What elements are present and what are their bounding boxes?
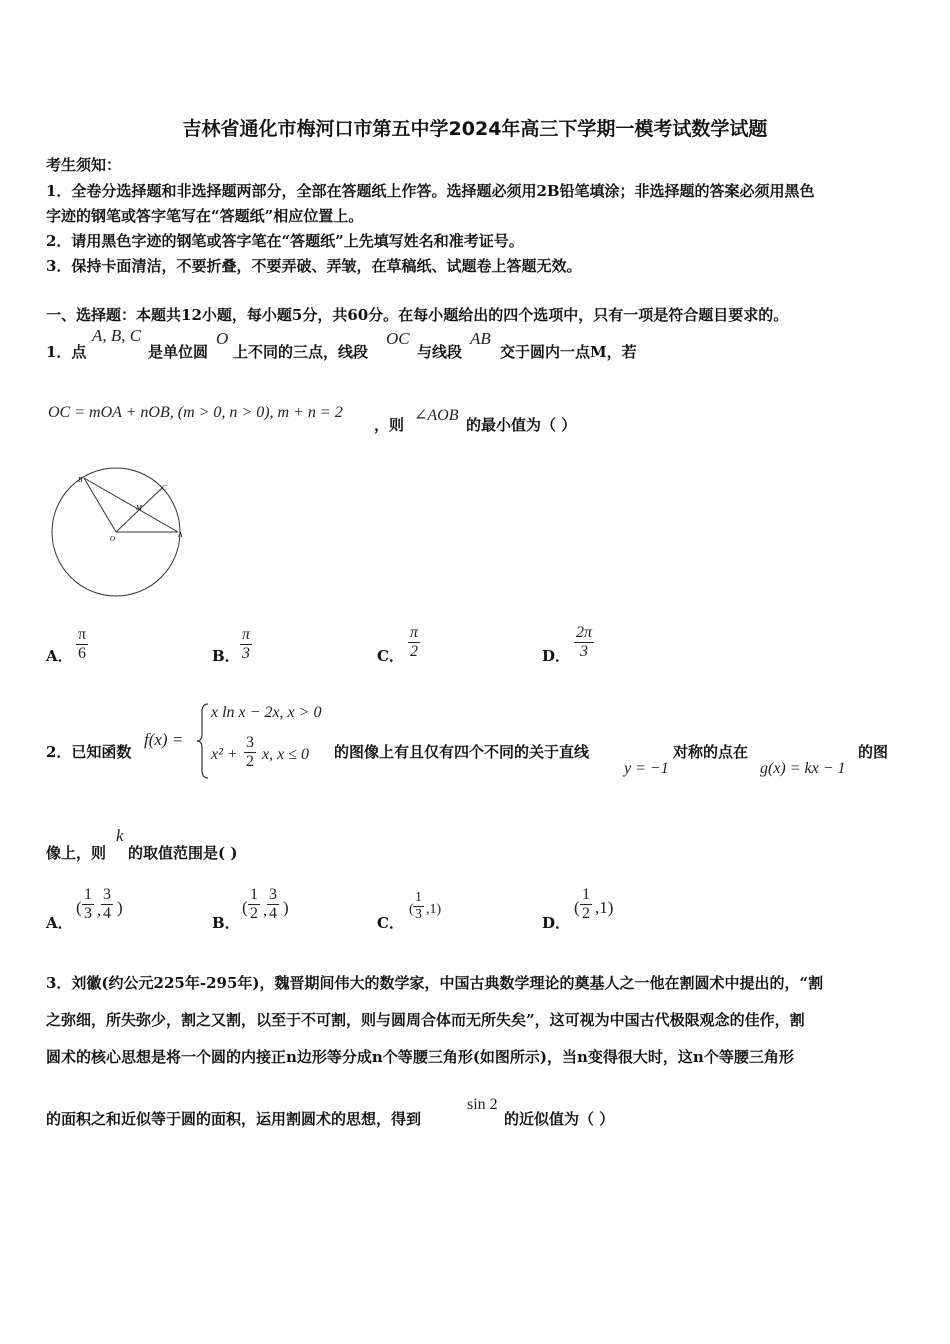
frac-den: 4 — [269, 905, 277, 922]
q2-paren: ( — [242, 898, 248, 917]
frac-den: 2 — [250, 905, 258, 922]
frac-num: 2π — [576, 624, 593, 641]
q2-brace — [196, 702, 210, 780]
q2-option-a-frac1 — [82, 886, 94, 923]
label-c: C — [162, 484, 167, 492]
q2-option-b-frac1 — [248, 886, 260, 923]
notice-item: 3．保持卡面清洁，不要折叠，不要弄破、弄皱，在草稿纸、试题卷上答题无效。 — [46, 257, 582, 275]
q3-sin2: sin 2 — [467, 1096, 498, 1113]
q2-text: 的图像上有且仅有四个不同的关于直线 — [334, 743, 590, 761]
q3-line: 的面积之和近似等于圆的面积，运用割圆术的思想，得到 — [46, 1110, 422, 1128]
q2-option-c-tail: ,1) — [426, 902, 442, 917]
q2-paren: ) — [283, 898, 289, 917]
frac-num: 3 — [246, 734, 254, 751]
q2-option-b-frac2 — [267, 886, 279, 923]
frac-num: π — [242, 626, 251, 643]
q2-paren: ) — [117, 898, 123, 917]
notice-item: 字迹的钢笔或答字笔写在“答题纸”相应位置上。 — [46, 207, 364, 225]
label-o: O — [110, 535, 116, 543]
q2-paren: ( — [76, 898, 82, 917]
q1-text: ，则 — [374, 416, 405, 434]
frac-num: π — [78, 626, 87, 643]
frac-num: 3 — [103, 886, 111, 903]
q2-comma: , — [97, 902, 101, 919]
q2-text: 像上，则 — [46, 844, 107, 862]
notice-item: 1．全卷分选择题和非选择题两部分，全部在答题纸上作答。选择题必须用2B铅笔填涂；非选择题的答案必须用黑色 — [46, 182, 815, 200]
q1-option-c-letter: C． — [377, 647, 404, 665]
q2-text: 的图 — [858, 743, 889, 761]
q2-option-c-frac — [413, 890, 424, 923]
q1-text: 交于圆内一点M，若 — [500, 343, 637, 361]
notice-item: 2．请用黑色字迹的钢笔或答字笔在“答题纸”上先填写姓名和准考证号。 — [46, 232, 524, 250]
q3-line: 3．刘徽(约公元225年-295年)，魏晋期间伟大的数学家，中国古典数学理论的奠基人之一他在割圆术中提出的，“割 — [46, 974, 824, 992]
q1-text: 与线段 — [417, 343, 463, 361]
q1-circle-figure — [44, 462, 214, 612]
q1-text: 的最小值为（ ） — [466, 416, 577, 434]
label-b: B — [78, 476, 83, 484]
frac-den: 2 — [246, 753, 254, 770]
q2-option-d-tail: ,1) — [595, 898, 614, 917]
frac-den: 3 — [415, 907, 422, 922]
q3-line: 圆术的核心思想是将一个圆的内接正n边形等分成n个等腰三角形(如图所示)，当n变得很大时，这n个等腰三角形 — [46, 1048, 794, 1066]
q2-k: k — [116, 826, 124, 845]
q1-option-c-value — [408, 624, 420, 661]
q2-text: 对称的点在 — [673, 743, 749, 761]
frac-den: 2 — [582, 905, 590, 922]
q2-option-c-letter: C． — [377, 914, 404, 932]
frac-den: 3 — [580, 643, 588, 660]
q1-option-a-letter: A． — [46, 647, 73, 665]
q2-option-b-letter: B． — [212, 914, 240, 932]
frac-num: π — [410, 624, 419, 641]
q1-option-d-letter: D． — [542, 647, 571, 665]
q3-line: 之弥细，所失弥少，割之又割，以至于不可割，则与圆周合体而无所失矣”，这可视为中国古代极限观念的佳作，割 — [46, 1011, 805, 1029]
frac-num: 3 — [269, 886, 277, 903]
q1-segment-oc: OC — [386, 329, 410, 348]
frac-den: 4 — [103, 905, 111, 922]
frac-den: 2 — [410, 643, 418, 660]
q2-prefix: 2．已知函数 — [46, 743, 132, 761]
section-heading: 一、选择题：本题共12小题，每小题5分，共60分。在每小题给出的四个选项中，只有一项是符合题目要求的。 — [46, 306, 789, 324]
q2-option-a-frac2 — [101, 886, 113, 923]
frac-den: 3 — [242, 645, 250, 662]
page-title: 吉林省通化市梅河口市第五中学2024年高三下学期一模考试数学试题 — [182, 118, 768, 140]
q2-option-d-frac — [580, 886, 592, 923]
q2-text: 的取值范围是( ) — [128, 844, 238, 862]
q1-segment-ab: AB — [470, 329, 491, 348]
q2-paren: ( — [409, 902, 414, 917]
q2-gx: g(x) = kx − 1 — [760, 760, 846, 777]
q2-option-d-letter: D． — [542, 914, 571, 932]
frac-num: 1 — [84, 886, 92, 903]
q2-case2-a: x² + — [211, 746, 238, 763]
q1-option-a-value — [76, 626, 88, 663]
q1-points-abc: A, B, C — [92, 326, 142, 345]
q2-fx: f(x) = — [144, 730, 184, 749]
q1-text: 是单位圆 — [148, 343, 209, 361]
segment-ob — [84, 478, 116, 532]
q2-paren: ( — [574, 898, 580, 917]
frac-den: 6 — [78, 645, 87, 662]
label-m: M — [136, 504, 142, 512]
q2-option-a-letter: A． — [46, 914, 73, 932]
q2-case2-frac — [244, 734, 256, 771]
q1-condition: OC = mOA + nOB, (m > 0, n > 0), m + n = 2 — [48, 404, 343, 421]
q2-comma: , — [263, 902, 267, 919]
frac-num: 1 — [250, 886, 258, 903]
label-a: A — [178, 531, 183, 539]
q2-case1: x ln x − 2x, x > 0 — [211, 704, 322, 721]
q1-option-d-value — [574, 624, 594, 661]
q1-option-b-value — [240, 626, 252, 663]
frac-num: 1 — [582, 886, 590, 903]
q2-line-eq: y = −1 — [624, 760, 669, 777]
q1-angle: ∠AOB — [414, 407, 459, 424]
notice-heading: 考生须知： — [46, 156, 122, 174]
q1-text: 上不同的三点，线段 — [233, 343, 369, 361]
q1-option-b-letter: B． — [212, 647, 240, 665]
q3-line: 的近似值为（ ） — [504, 1110, 615, 1128]
frac-den: 3 — [84, 905, 92, 922]
q1-prefix: 1．点 — [46, 343, 87, 361]
frac-num: 1 — [415, 890, 422, 905]
q1-circle-o: O — [216, 329, 229, 348]
q2-case2-b: x, x ≤ 0 — [262, 746, 309, 763]
